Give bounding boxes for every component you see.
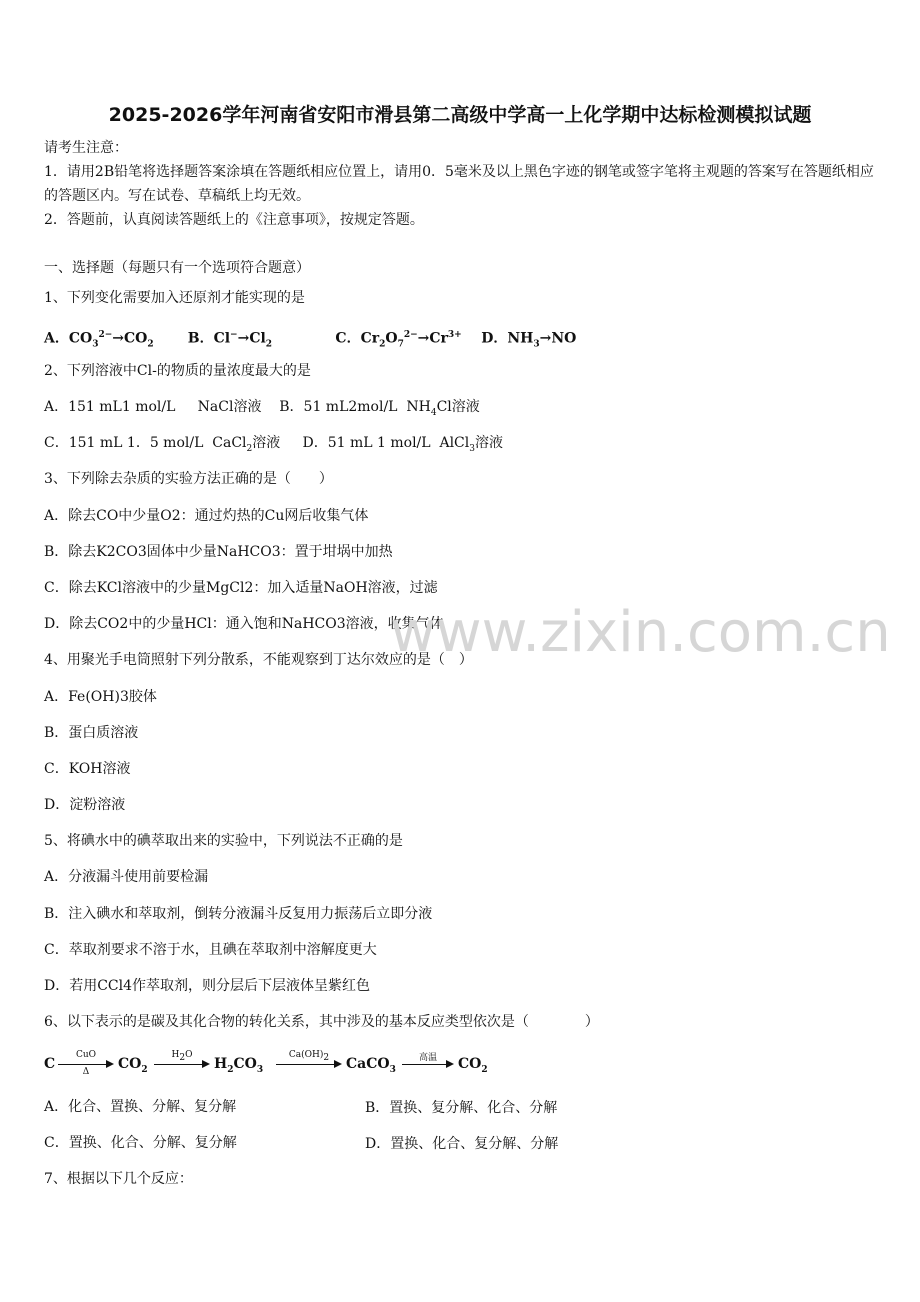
q6-option-d: D．置换、化合、复分解、分解: [365, 1136, 559, 1152]
arrow-cuo: CuO Δ: [58, 1052, 114, 1078]
q2-options-ab: A．151 mL1 mol/L NaCl溶液 B．51 mL2mol/L $NH_4Cl$溶液: [44, 399, 480, 418]
q3-option-d: D．除去CO2中的少量HCl：通入饱和NaHCO3溶液，收集气体: [44, 616, 444, 632]
q2-stem: 2、下列溶液中Cl-的物质的量浓度最大的是: [44, 363, 311, 379]
q6-conversion-scheme: [44, 1052, 544, 1078]
q3-option-a: A．除去CO中少量O2：通过灼热的Cu网后收集气体: [44, 508, 369, 524]
q1-stem: 1、下列变化需要加入还原剂才能实现的是: [44, 290, 305, 306]
notice-heading: 请考生注意：: [44, 140, 128, 156]
arrow-caoh2: $Ca(OH)_2$: [276, 1052, 342, 1078]
q4-option-a: A．Fe(OH)3胶体: [44, 689, 157, 705]
q5-option-d: D．若用CCl4作萃取剂，则分层后下层液体呈紫红色: [44, 978, 371, 994]
q5-option-a: A．分液漏斗使用前要检漏: [44, 869, 209, 885]
q5-option-c: C．萃取剂要求不溶于水，且碘在萃取剂中溶解度更大: [44, 942, 377, 958]
notice-item-2: 2．答题前，认真阅读答题纸上的《注意事项》，按规定答题。: [44, 212, 424, 228]
notice-item-1: 1．请用2B铅笔将选择题答案涂填在答题纸相应位置上，请用0．5毫米及以上黑色字迹的钢笔或签字笔将主观题的答案写在答题纸相应的答题区内。写在试卷、草稿纸上均无效。: [44, 164, 874, 204]
species-caco3: CaCO$_3$: [346, 1056, 396, 1075]
arrow-high-temp: 高温: [402, 1052, 454, 1078]
arrow-h2o: $H_2O$: [154, 1052, 210, 1078]
q7-stem: 7、根据以下几个反应：: [44, 1171, 193, 1187]
q2-options-cd: C．151 mL 1．5 mol/L CaCl$_2$溶液 D．51 mL 1 mol/L AlCl$_3$溶液: [44, 435, 503, 454]
q6-option-c: C．置换、化合、分解、复分解: [44, 1135, 237, 1151]
q5-option-b: B．注入碘水和萃取剂，倒转分液漏斗反复用力振荡后立即分液: [44, 906, 433, 922]
q4-option-b: B．蛋白质溶液: [44, 725, 139, 741]
q3-option-c: C．除去KCl溶液中的少量MgCl2：加入适量NaOH溶液，过滤: [44, 580, 438, 596]
q3-stem: 3、下列除去杂质的实验方法正确的是（ ）: [44, 471, 333, 487]
q1-options: A．$CO_3^{2-}\to CO_2$ B．$Cl^-\to Cl_2$ C．$Cr_2O_7^{2-}\to Cr^{3+}$ D．$NH_3\to NO$: [44, 330, 577, 350]
species-co2-final: $CO_2$: [458, 1056, 488, 1075]
watermark: www.zixin.com.cn: [390, 600, 891, 665]
q3-option-b: B．除去K2CO3固体中少量NaHCO3：置于坩埚中加热: [44, 544, 393, 560]
q6-option-a: A．化合、置换、分解、复分解: [44, 1099, 237, 1115]
section-heading: 一、选择题（每题只有一个选项符合题意）: [44, 260, 310, 276]
species-h2co3: $H_2CO_3$: [214, 1056, 264, 1075]
q4-stem: 4、用聚光手电筒照射下列分散系，不能观察到丁达尔效应的是（ ）: [44, 652, 473, 668]
q5-stem: 5、将碘水中的碘萃取出来的实验中，下列说法不正确的是: [44, 833, 403, 849]
q6-option-b: B．置换、复分解、化合、分解: [365, 1100, 558, 1116]
q4-option-d: D．淀粉溶液: [44, 797, 126, 813]
page-title: 2025-2026学年河南省安阳市滑县第二高级中学高一上化学期中达标检测模拟试题: [108, 104, 812, 126]
species-co2: $CO_2$: [118, 1056, 148, 1075]
q6-stem: 6、以下表示的是碳及其化合物的转化关系，其中涉及的基本反应类型依次是（ ）: [44, 1014, 599, 1030]
species-c: C: [44, 1056, 56, 1072]
q4-option-c: C．KOH溶液: [44, 761, 131, 777]
